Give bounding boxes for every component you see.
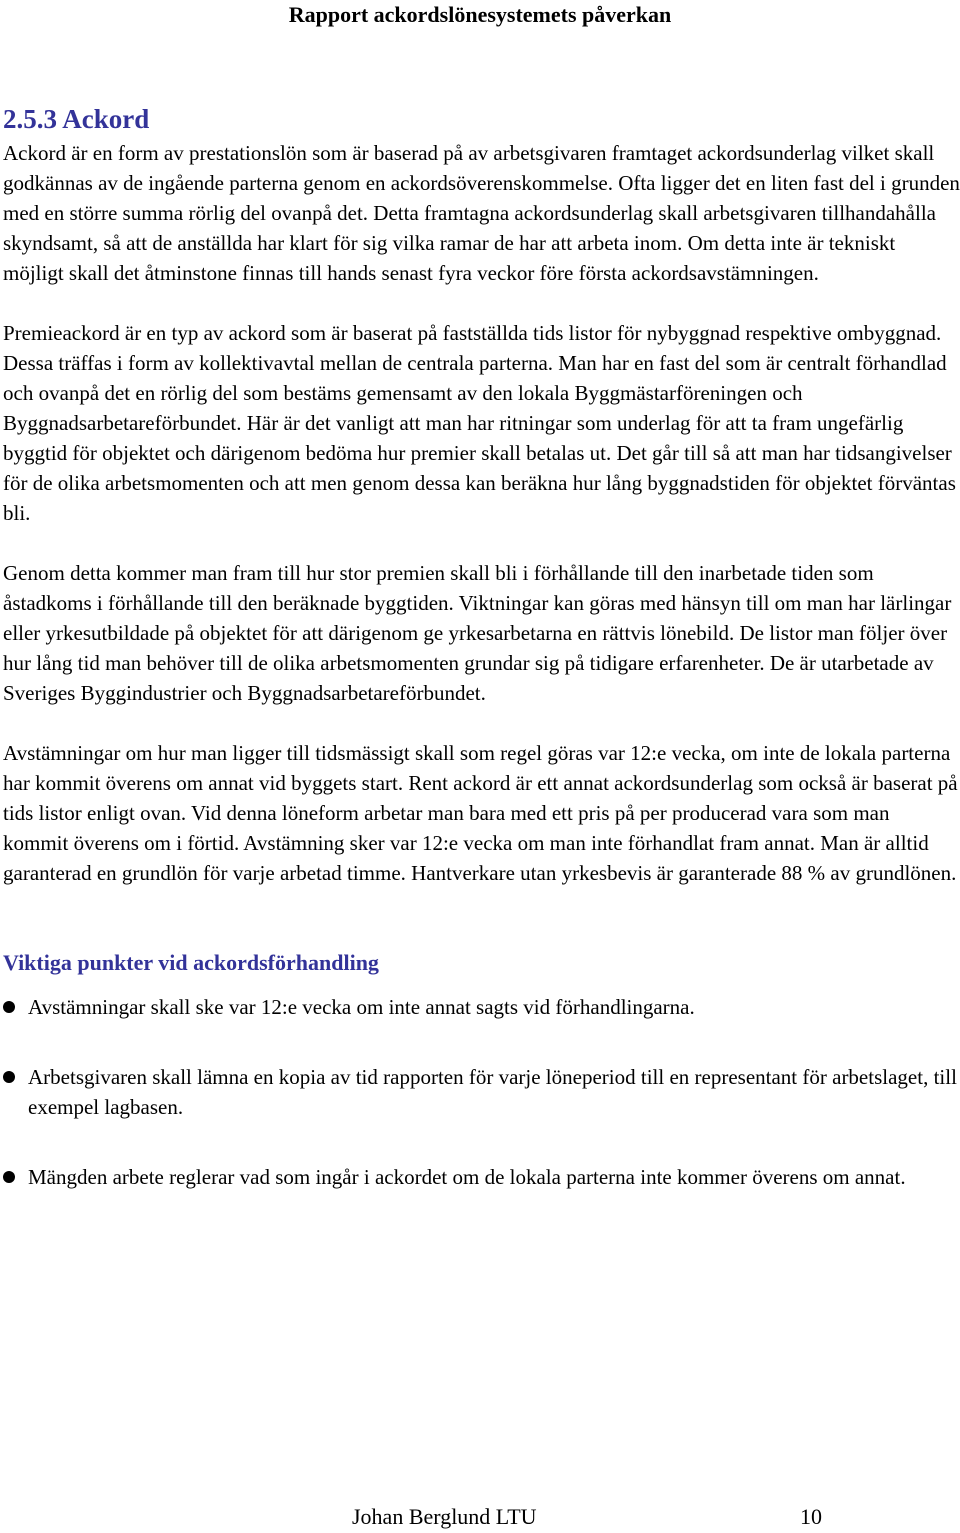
page-header	[0, 2, 960, 28]
paragraph-spacer	[3, 288, 960, 318]
page-number: 10	[800, 1504, 822, 1529]
list-item	[3, 1062, 960, 1122]
paragraph-spacer	[3, 708, 960, 738]
paragraph-avstamning: Avstämningar om hur man ligger till tidsmässigt skall som regel göras var 12:e vecka, om inte de lokala parterna har kommit överens om annat vid byggets start. Rent ackord är ett annat ackordsunderlag som också är baserat på tids listor enligt ovan. Vid denna löneform arbetar man bara med ett pris på per producerad vara som man kommit överens om i förtid. Avstämning sker var 12:e vecka om man inte förhandlat fram annat. Man är alltid garanterad en grundlön för varje arbetad timme. Hantverkare utan yrkesbevis är garanterade 88 % av grundlönen.	[3, 741, 958, 885]
page-content	[3, 100, 960, 1192]
bullet-icon	[3, 1171, 15, 1183]
section-spacer	[3, 888, 960, 948]
key-points-heading: Viktiga punkter vid ackordsförhandling	[3, 950, 379, 975]
page-footer	[352, 1502, 822, 1532]
paragraph-spacer	[3, 528, 960, 558]
bullet-icon	[3, 1001, 15, 1013]
paragraph-premieackord: Premieackord är en typ av ackord som är baserat på fastställda tids listor för nybyggnad respektive ombyggnad. Dessa träffas i form av kollektivavtal mellan de centrala parterna. Man har en fast del som är centralt förhandlad och ovanpå det en rörlig del som bestäms gemensamt av den lokala Byggmästarföreningen och Byggnadsarbetareförbundet. Här är det vanligt att man har ritningar som underlag för att ta fram ungefärlig byggtid för objektet och därigenom bedöma hur premier skall betalas ut. Det går till så att man har tidsangivelser för de olika arbetsmomenten och att men genom dessa kan beräkna hur lång byggnadstiden för objektet förväntas bli.	[3, 321, 956, 525]
key-points-list	[3, 992, 960, 1192]
paragraph-ackord-definition: Ackord är en form av prestationslön som är baserad på av arbetsgivaren framtaget ackordsunderlag vilket skall godkännas av de ingående parterna genom en ackordsöverenskommelse. Ofta ligger det en liten fast del i grunden med en större summa rörlig del ovanpå det. Detta framtagna ackordsunderlag skall arbetsgivaren tillhandahålla skyndsamt, så att de anställda har klart för sig vilka ramar de har att arbeta inom. Om detta inte är tekniskt möjligt skall det åtminstone finnas till hands senast fyra veckor före första ackordsavstämningen.	[3, 141, 960, 285]
report-title: Rapport ackordslönesystemets påverkan	[288, 2, 672, 27]
bullet-icon	[3, 1071, 15, 1083]
section-heading: 2.5.3 Ackord	[3, 104, 150, 134]
list-item	[3, 992, 960, 1022]
paragraph-premie-calculation: Genom detta kommer man fram till hur stor premien skall bli i förhållande till den inarbetade tiden som åstadkoms i förhållande till den beräknade byggtiden. Viktningar kan göras med hänsyn till om man har lärlingar eller yrkesutbildade på objektet för att därigenom ge yrkesarbetarna en rättvis lönebild. De listor man följer över hur lång tid man behöver till de olika arbetsmomenten grundar sig på tidigare erfarenheter. De är utarbetade av Sveriges Byggindustrier och Byggnadsarbetareförbundet.	[3, 561, 952, 705]
footer-author: Johan Berglund LTU	[352, 1504, 537, 1529]
list-item-text: Mängden arbete reglerar vad som ingår i ackordet om de lokala parterna inte kommer överens om annat.	[28, 1165, 906, 1189]
list-item-text: Avstämningar skall ske var 12:e vecka om inte annat sagts vid förhandlingarna.	[28, 995, 695, 1019]
list-item	[3, 1162, 960, 1192]
list-item-text: Arbetsgivaren skall lämna en kopia av tid rapporten för varje löneperiod till en representant för arbetslaget, till exempel lagbasen.	[28, 1065, 957, 1119]
